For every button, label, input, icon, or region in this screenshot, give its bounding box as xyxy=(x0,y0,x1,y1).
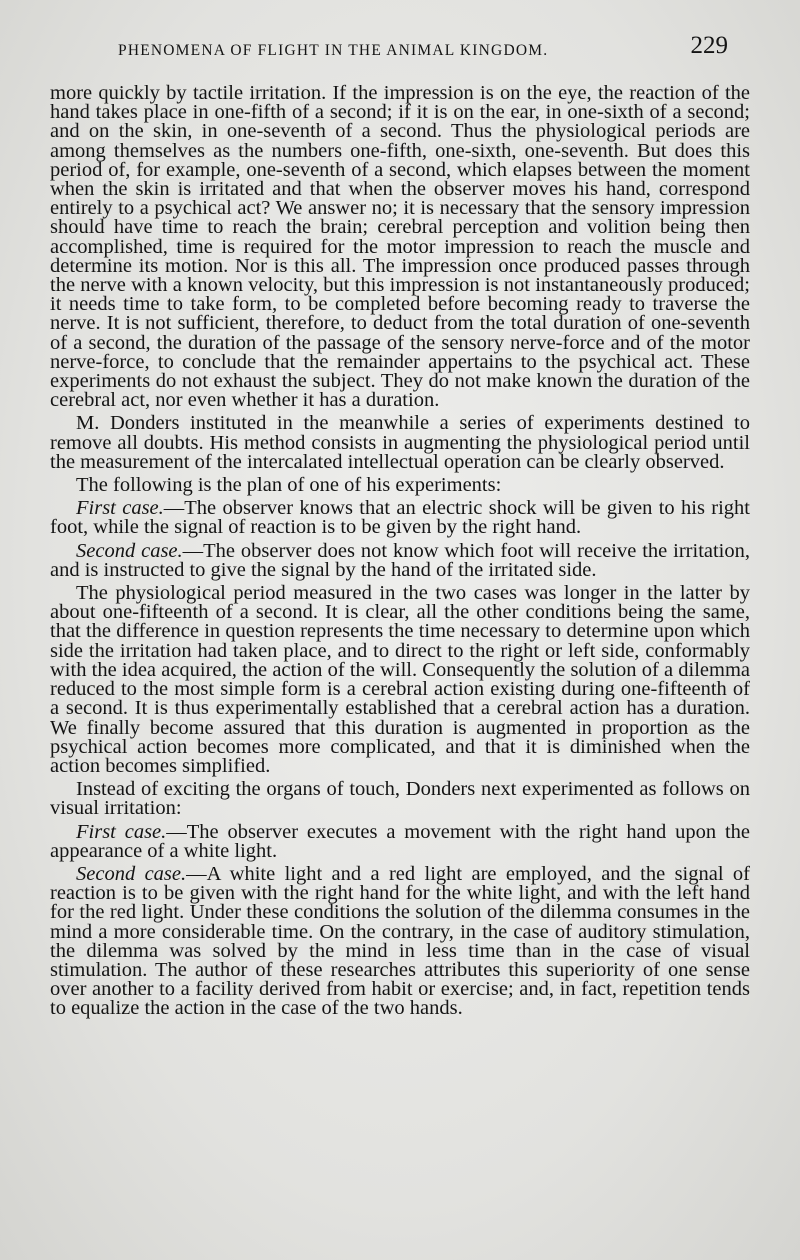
paragraph-text: —A white light and a red light are employed, and the signal of reaction is to be given with the right hand for the white light, and with the left hand for the red light. Under these conditions the solution of the dilemma consumes in the mind a more considerable time. On the contrary, in the case of auditory stimulation, the dilemma was solved by the mind in less time than in the case of visual stimulation. The author of these researches attributes this superiority of one sense over another to a facility derived from habit or exercise; and, in fact, repetition tends to equalize the action in the case of the two hands. xyxy=(50,862,750,1020)
paragraph-text: —The observer does not know which foot will receive the irritation, and is instructed to give the signal by the hand of the irritated side. xyxy=(50,539,751,581)
paragraph-touch-second-case xyxy=(50,539,751,581)
paragraph-text: Instead of exciting the organs of touch, Donders next experimented as follows on visual irritation: xyxy=(50,778,750,820)
page-header xyxy=(118,30,728,70)
paragraph-text: more quickly by tactile irritation. If the impression is on the eye, the reaction of the hand takes place in one-fifth of a second; if it is on the ear, in one-sixth of a second; and on the skin, in one-seventh of a second. Thus the physiological periods are among themselves as the numbers one-fifth, one-sixth, one-seventh. But does this period of, for example, one-seventh of a second, which elapses between the moment when the skin is irritated and that when the observer moves his hand, correspond entirely to a psychical act? We answer no; it is necessary that the sensory impression should have time to reach the brain; cerebral perception and volition being then accomplished, time is required for the motor impression to reach the muscle and determine its motion. Nor is this all. The impression once produced passes through the nerve with a known velocity, but this impression is not instantaneously produced; it needs time to take form, to be completed before becoming ready to traverse the nerve. It is not sufficient, therefore, to deduct from the total duration of one-seventh of a second, the duration of the passage of the sensory nerve-force and of the motor nerve-force, to conclude that the remainder appertains to the psychical act. These experiments do not exhaust the subject. They do not make known the duration of the cerebral act, nor even whether it has a duration. xyxy=(50,82,750,412)
running-head: PHENOMENA OF FLIGHT IN THE ANIMAL KINGDOM. xyxy=(118,42,549,59)
case-label: First case. xyxy=(76,497,164,520)
paragraph-visual-second-case xyxy=(50,862,750,1020)
paragraph-plan-intro xyxy=(50,476,750,495)
paragraph-visual-first-case xyxy=(50,820,751,862)
paragraph-physiological-period xyxy=(50,584,750,776)
paragraph-visual-intro xyxy=(50,780,750,818)
page-body xyxy=(50,84,750,1019)
paragraph-text: —The observer knows that an electric shock will be given to his right foot, while the signal of reaction is to be given by the right hand. xyxy=(50,497,750,539)
paragraph-touch-first-case xyxy=(50,499,750,537)
page-number: 229 xyxy=(690,32,728,59)
case-label: Second case. xyxy=(76,539,183,562)
paragraph-donders-method xyxy=(50,414,750,472)
paragraph-continuation xyxy=(50,84,750,410)
paragraph-text: M. Donders instituted in the meanwhile a series of experiments destined to remove all doubts. His method consists in augmenting the physiological period until the measurement of the intercalated intellectual operation can be clearly observed. xyxy=(50,412,750,473)
paragraph-text: The physiological period measured in the two cases was longer in the latter by about one-fifteenth of a second. It is clear, all the other conditions being the same, that the difference in question represents the time necessary to determine upon which side the irritation had taken place, and to direct to the right or left side, conformably with the idea acquired, the action of the will. Consequently the solution of a dilemma reduced to the most simple form is a cerebral action existing during one-fifteenth of a second. It is thus experimentally established that a cerebral action has a duration. We finally become assured that this duration is augmented in proportion as the psychical action becomes more complicated, and that it is diminished when the action becomes simplified. xyxy=(50,582,750,777)
case-label: First case. xyxy=(76,820,167,843)
paragraph-text: —The observer executes a movement with the right hand upon the appearance of a white light. xyxy=(50,820,751,862)
paragraph-text: The following is the plan of one of his experiments: xyxy=(76,474,502,497)
case-label: Second case. xyxy=(76,862,187,885)
